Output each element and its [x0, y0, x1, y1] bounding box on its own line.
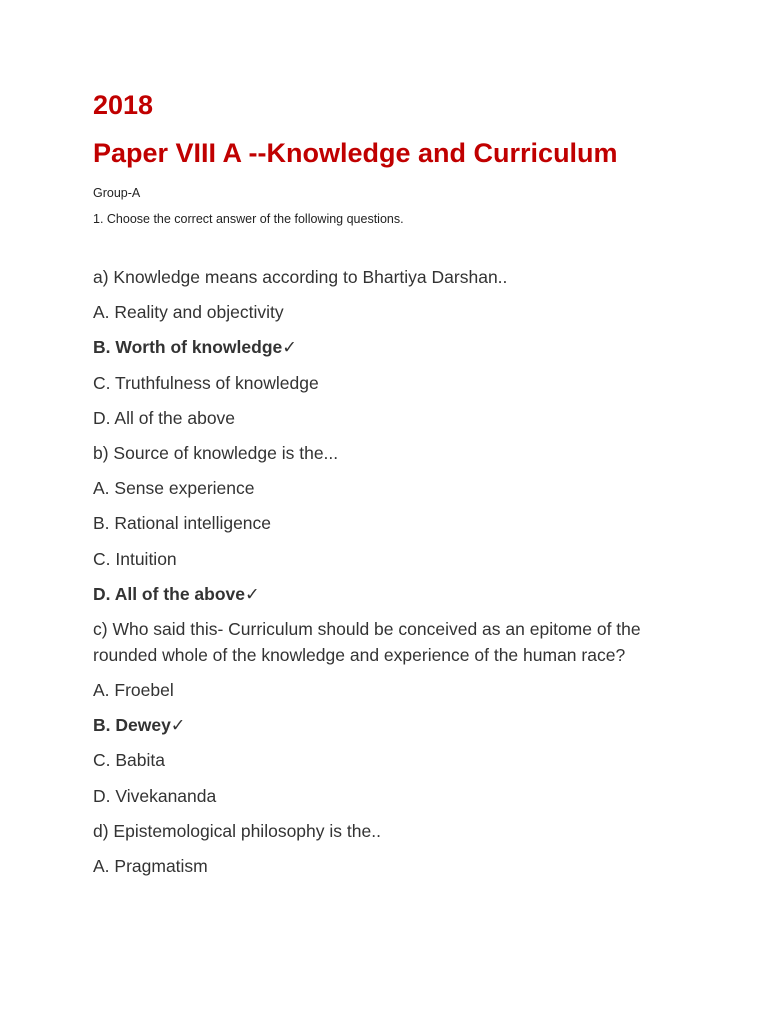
- option-a-4: D. All of the above: [93, 407, 236, 428]
- option-c-3: C. Babita: [93, 750, 165, 771]
- instruction-text: 1. Choose the correct answer of the following questions.: [93, 212, 404, 226]
- option-a-1: A. Reality and objectivity: [93, 302, 284, 323]
- question-list: [93, 264, 683, 888]
- option-a-3: C. Truthfulness of knowledge: [93, 372, 319, 393]
- group-label: Group-A: [93, 186, 141, 200]
- option-c-4: D. Vivekananda: [93, 785, 217, 806]
- option-a-2-correct: B. Worth of knowledge✓: [93, 337, 297, 358]
- document-title: Paper VIII A --Knowledge and Curriculum: [93, 138, 618, 168]
- option-d-1: A. Pragmatism: [93, 856, 208, 876]
- question-c: c) Who said this- Curriculum should be conceived as an epitome of the rounded whole of the knowledge and experience of the human race?: [93, 618, 641, 665]
- option-b-4-correct: D. All of the above✓: [93, 583, 260, 604]
- option-b-3: C. Intuition: [93, 548, 177, 569]
- option-c-2-correct: B. Dewey✓: [93, 715, 186, 736]
- option-b-2: B. Rational intelligence: [93, 513, 272, 534]
- question-d: d) Epistemological philosophy is the..: [93, 820, 381, 841]
- document-year: 2018: [93, 90, 154, 120]
- option-c-1: A. Froebel: [93, 680, 174, 701]
- question-a: a) Knowledge means according to Bhartiya Darshan..: [93, 267, 508, 287]
- question-b: b) Source of knowledge is the...: [93, 442, 339, 463]
- option-b-1: A. Sense experience: [93, 478, 255, 499]
